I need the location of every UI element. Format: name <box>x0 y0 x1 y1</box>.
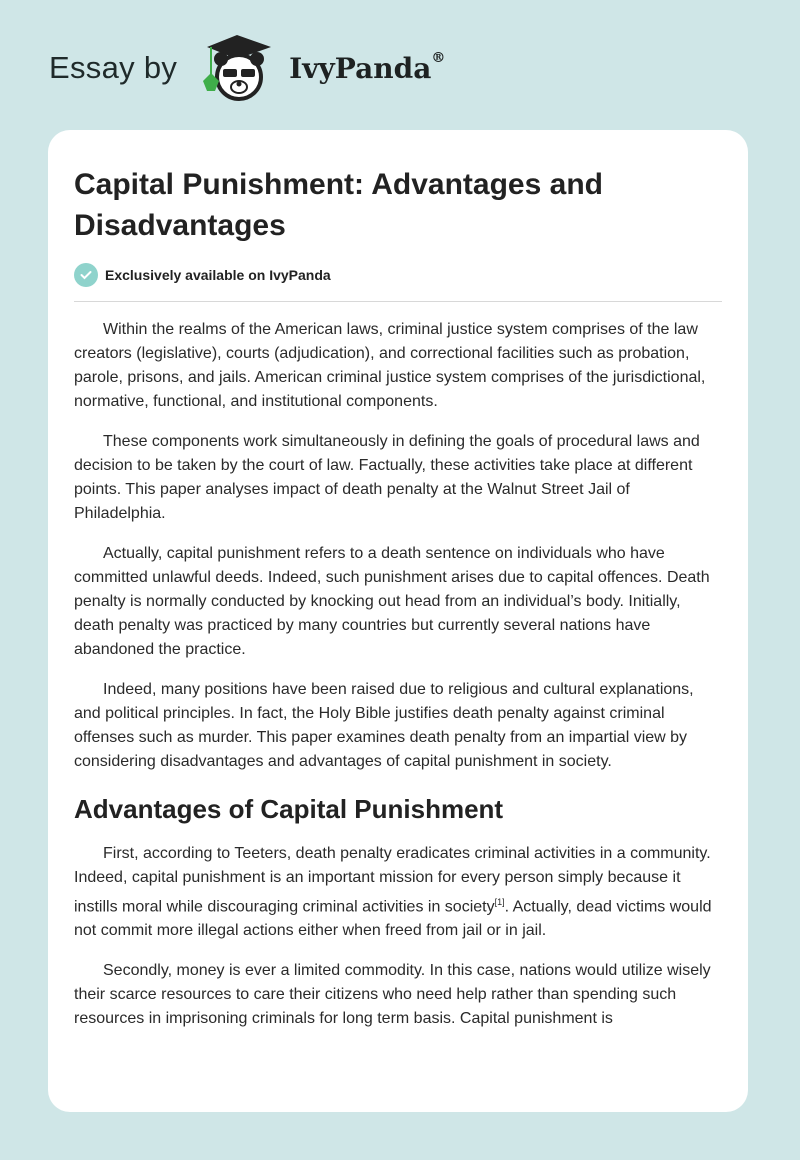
registered-mark: ® <box>431 49 446 66</box>
page-title: Capital Punishment: Advantages and Disadvantages <box>74 168 603 242</box>
brand-text: IvyPanda <box>289 51 432 85</box>
essay-body <box>74 318 722 1031</box>
paragraph: Within the realms of the American laws, criminal justice system comprises of the law creators (legislative), courts (adjudication), and correctional facilities such as probation, parole, prisons, and jails. American criminal justice system comprises of the jurisdictional, normative, functional, and institutional components. <box>74 321 706 410</box>
brand-name[interactable] <box>289 49 446 85</box>
paragraph <box>74 842 722 943</box>
site-header <box>49 38 445 98</box>
badge-text: Exclusively available on IvyPanda <box>105 267 331 283</box>
paragraph: Secondly, money is ever a limited commodity. In this case, nations would utilize wisely their scarce resources to care their citizens who need help rather than spending such resources in imprisoning criminals for long term basis. Capital punishment is <box>74 962 711 1028</box>
essay-by-label: Essay by <box>49 50 178 85</box>
citation-link[interactable]: [1] <box>494 897 505 907</box>
check-icon <box>74 263 98 287</box>
essay-card <box>48 130 748 1112</box>
exclusive-badge <box>74 263 722 302</box>
paragraph-text: . Actually, dead victims would not commit more illegal actions either when freed from jail or in jail. <box>74 898 712 940</box>
paragraph: Actually, capital punishment refers to a death sentence on individuals who have committed unlawful deeds. Indeed, such punishment arises due to capital offences. Death penalty is normally conducted by knocking out head from an individual’s body. Initially, death penalty was practiced by many countries but currently several nations have abandoned the practice. <box>74 545 710 658</box>
paragraph: Indeed, many positions have been raised due to religious and cultural explanations, and political principles. In fact, the Holy Bible justifies death penalty against criminal offenses such as murder. This paper examines death penalty from an impartial view by considering disadvantages and advantages of capital punishment in society. <box>74 681 694 770</box>
panda-logo-icon[interactable] <box>195 33 279 103</box>
paragraph-text: First, according to Teeters, death penalty eradicates criminal activities in a community. Indeed, capital punishment is an important mission for every person simply because it instills moral while discouraging criminal activities in society <box>74 845 711 916</box>
paragraph: These components work simultaneously in defining the goals of procedural laws and decision to be taken by the court of law. Factually, these activities take place at different points. This paper analyses impact of death penalty at the Walnut Street Jail of Philadelphia. <box>74 433 700 522</box>
section-heading: Advantages of Capital Punishment <box>74 794 504 824</box>
